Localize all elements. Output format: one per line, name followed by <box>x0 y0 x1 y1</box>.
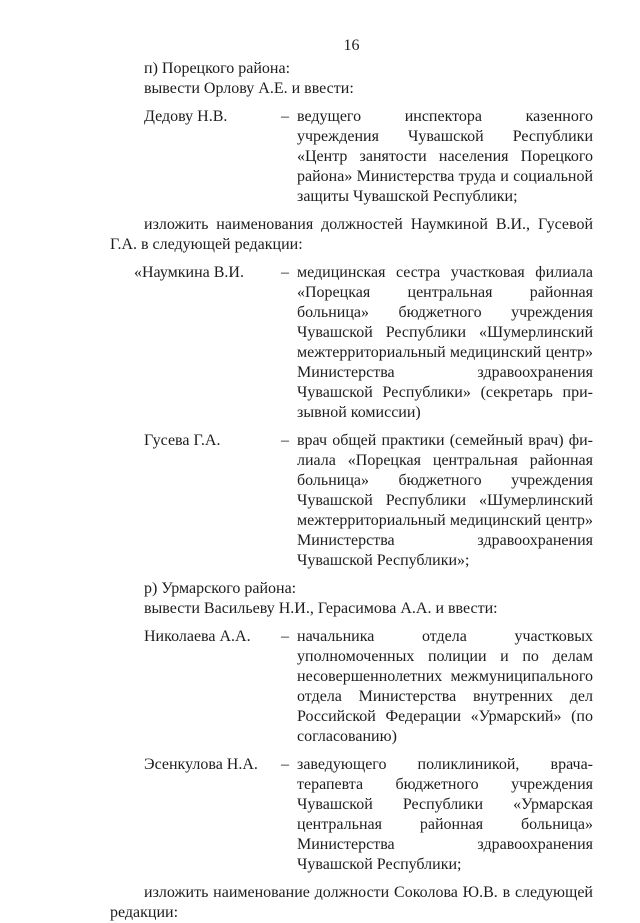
entry-name: Гусева Г.А. <box>144 432 221 449</box>
entry-dash: – <box>281 756 289 773</box>
paragraph-intro-sokolov: изложить наименование должности Соколова Ю.В. в следующей редакции: <box>110 884 593 921</box>
entry-description: начальника отдела участковых уполномоченных полиции и по делам несовершеннолетних межмуниципального отдела Министерства внутренних дел Российской Федерации «Урмарский» (по согласованию) <box>297 628 593 745</box>
appointment-entry-dedova <box>110 107 593 207</box>
entry-dash: – <box>281 432 289 449</box>
appointment-entry-esenkulova <box>110 755 593 875</box>
entry-description: медицинская сестра участковая филиала «Порецкая центральная районная больница» бюджетного учреждения Чувашской Республики «Шумерлинский межтерриториальный медицинский центр» Министерства здравоохранения Чувашской Республики» (секретарь призывной комиссии) <box>297 264 593 421</box>
entry-description: заведующего поликлиникой, врача-терапевта бюджетного учреждения Чувашской Республики «Урмарская центральная районная больница» Министерства здравоохранения Чувашской Республики; <box>297 756 593 873</box>
page-number: 16 <box>343 37 360 54</box>
entry-dash: – <box>281 628 289 645</box>
paragraph-district-r: р) Урмарского района: <box>144 580 297 597</box>
paragraph-intro-naumkina: изложить наименования должностей Наумкиной В.И., Гусевой Г.А. в следующей редакции: <box>110 216 593 253</box>
entry-dash: – <box>281 264 289 281</box>
appointment-entry-nikolaeva <box>110 627 593 747</box>
entry-description: врач общей практики (семейный врач) филиала «Порецкая центральная районная больница» бюджетного учреждения Чувашской Республики «Шумерлинский межтерриториальный медицинский центр» Министерства здравоохранения Чувашской Республики»; <box>297 432 593 569</box>
appointment-entry-guseva <box>110 431 593 571</box>
paragraph-change-p: вывести Орлову А.Е. и ввести: <box>144 80 354 97</box>
paragraph-district-p: п) Порецкого района: <box>144 60 291 77</box>
entry-name: «Наумкина В.И. <box>134 264 244 281</box>
entry-dash: – <box>281 108 289 125</box>
entry-name: Николаева А.А. <box>144 628 251 645</box>
section-p <box>110 59 593 99</box>
entry-name: Дедову Н.В. <box>144 108 228 125</box>
appointment-entry-naumkina <box>110 263 593 423</box>
section-r <box>110 579 593 619</box>
paragraph-change-r: вывести Васильеву Н.И., Герасимова А.А. и ввести: <box>144 600 498 617</box>
entry-name: Эсенкулова Н.А. <box>144 756 258 773</box>
entry-description: ведущего инспектора казенного учреждения Чувашской Республики «Центр занятости населения Порецкого района» Министерства труда и социальной защиты Чувашской Республики; <box>297 108 593 205</box>
